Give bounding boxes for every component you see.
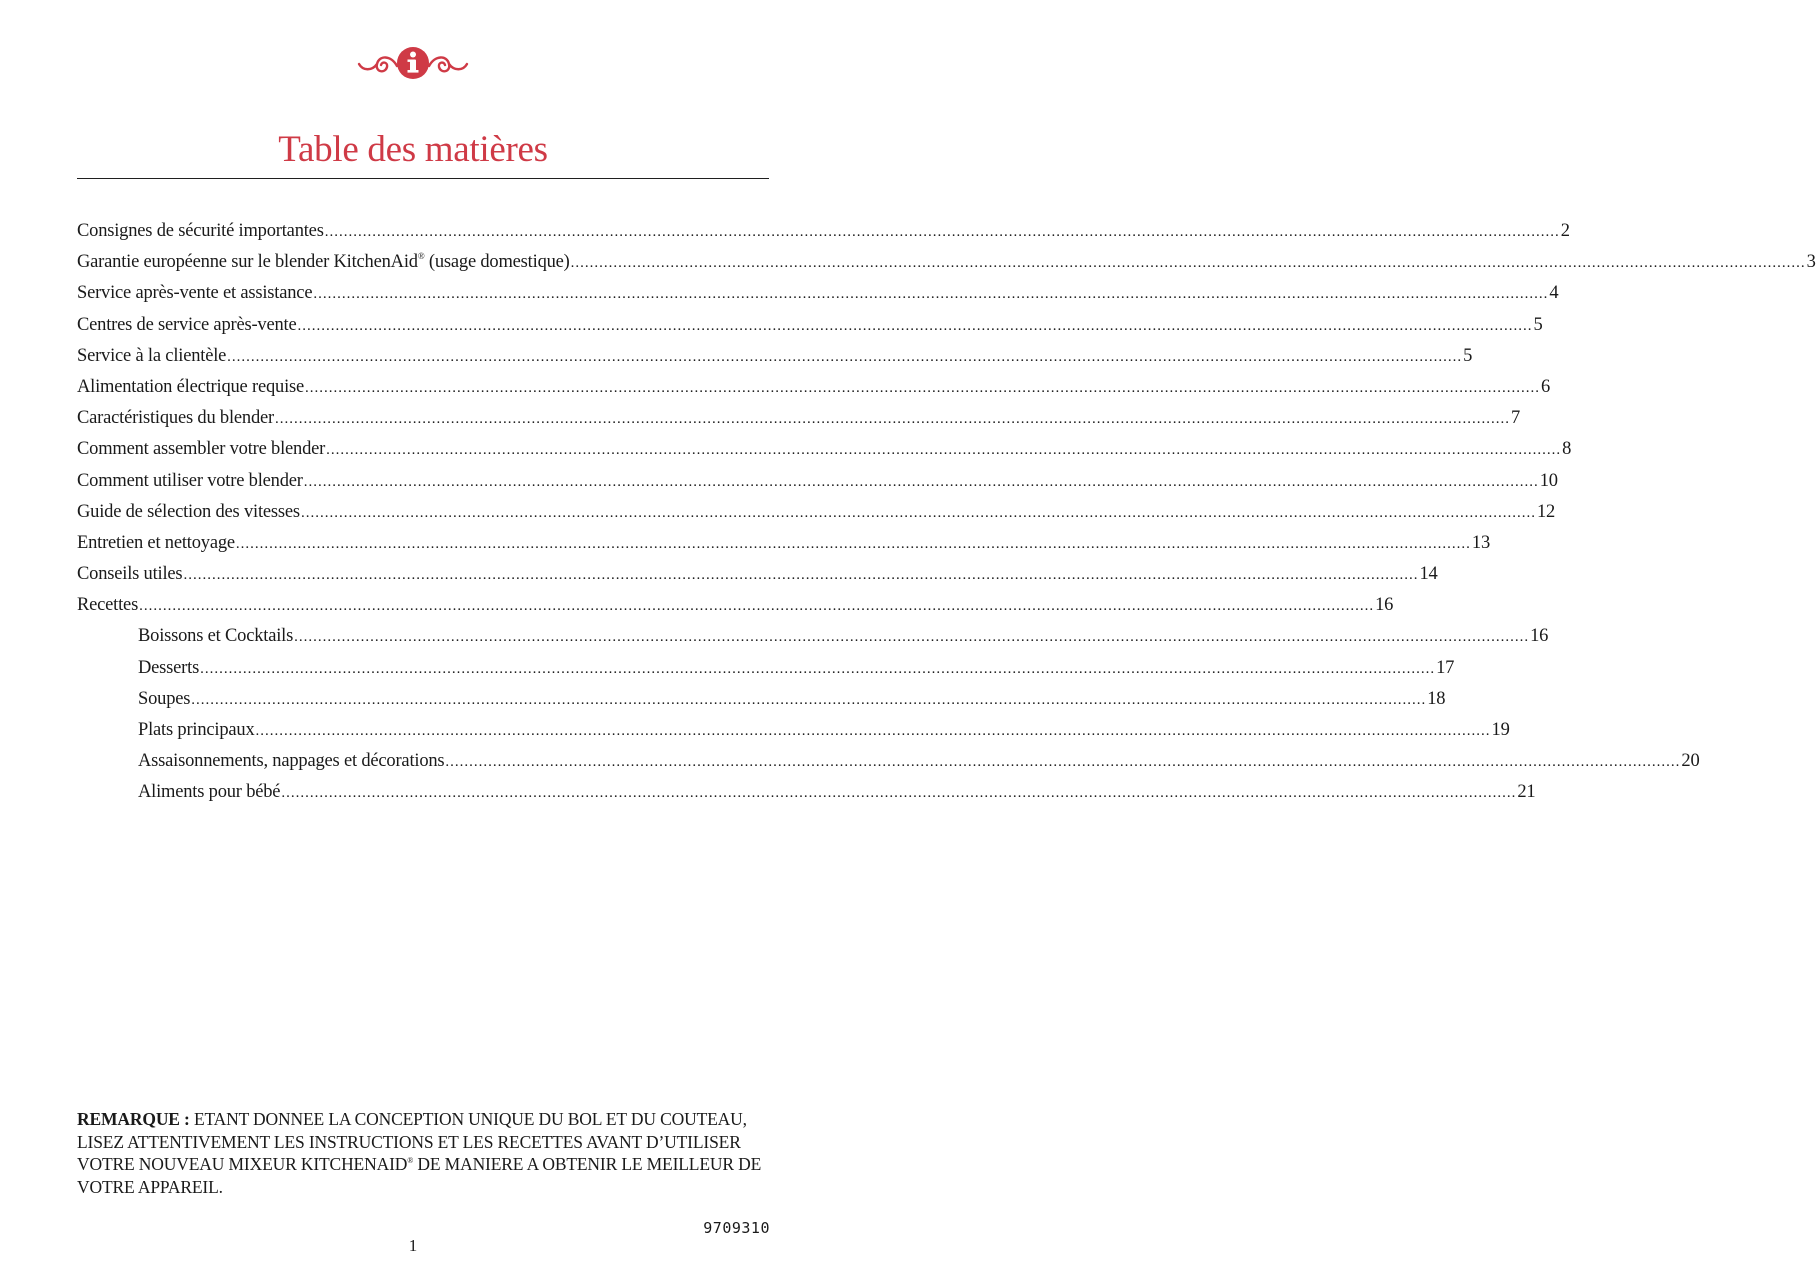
toc-page-number: 21 (1517, 782, 1536, 803)
toc-entry-label (138, 748, 444, 774)
toc-subentry (77, 686, 1446, 717)
title-divider (77, 178, 769, 179)
toc-entry (77, 436, 1572, 467)
toc-entry (77, 249, 1816, 280)
toc-subentry (77, 748, 1700, 779)
toc-entry (77, 312, 1543, 343)
toc-entry-label (77, 468, 303, 494)
dot-leader: .................................................................................................................................................................................................................................................................... (445, 754, 1681, 771)
page-number: 1 (408, 1236, 418, 1255)
dot-leader: .................................................................................................................................................................................................................................................................... (313, 286, 1549, 303)
toc-page-number: 16 (1375, 595, 1394, 616)
dot-leader: .................................................................................................................................................................................................................................................................... (300, 504, 1536, 521)
info-ornament-icon (351, 40, 475, 86)
toc-page-number: 12 (1536, 501, 1556, 522)
registered-mark: ® (407, 1156, 414, 1165)
page-title: Table des matières (278, 129, 548, 170)
toc-entry-title: Caractéristiques du blender (77, 408, 274, 429)
toc-entry-title-suffix: (usage domestique) (424, 252, 570, 273)
toc-page-number: 2 (1560, 221, 1570, 241)
toc-page-number: 3 (1806, 252, 1816, 273)
dot-leader: .................................................................................................................................................................................................................................................................... (305, 379, 1541, 396)
toc-entry-title: Boissons et Cocktails (138, 626, 294, 647)
toc-entry-title: Consignes de sécurité importantes (77, 221, 324, 241)
dot-leader: .................................................................................................................................................................................................................................................................... (297, 317, 1533, 334)
dot-leader: .................................................................................................................................................................................................................................................................... (275, 411, 1510, 428)
toc-entry-label (138, 779, 280, 805)
toc-page-number: 10 (1539, 470, 1558, 491)
toc-subentry (77, 717, 1510, 748)
toc-entry-title: Centres de service après-vente (77, 314, 297, 335)
toc-entry-title: Plats principaux (138, 720, 255, 740)
toc-page-number: 6 (1541, 376, 1551, 397)
dot-leader: .................................................................................................................................................................................................................................................................... (570, 255, 1806, 272)
toc-subentry (77, 655, 1455, 686)
toc-entry-title: Comment assembler votre blender (77, 439, 326, 460)
dot-leader: .................................................................................................................................................................................................................................................................... (303, 473, 1539, 490)
dot-leader: .................................................................................................................................................................................................................................................................... (294, 629, 1530, 646)
toc-entry-title: Comment utiliser votre blender (77, 470, 303, 491)
toc-entry-label (77, 249, 570, 275)
toc-entry-label (138, 686, 190, 712)
dot-leader: .................................................................................................................................................................................................................................................................... (281, 785, 1517, 802)
toc-page-number: 14 (1419, 564, 1438, 585)
toc-entry-label (77, 436, 325, 462)
toc-page-number: 17 (1436, 657, 1455, 678)
toc-entry-title: Assaisonnements, nappages et décorations (138, 751, 445, 772)
toc-entry-label (77, 374, 304, 400)
toc-entry-title: Service à la clientèle (77, 345, 227, 366)
toc-entry-label (77, 218, 324, 244)
remark-text: ETANT DONNEE LA CONCEPTION UNIQUE DU BOL ET DU COUTEAU, LISEZ ATTENTIVEMENT LES INSTRUCTIONS ET LES RECETTES AVANT D’UTILISER VOTRE NOUVEAU MIXEUR KITCHENAID (77, 1109, 747, 1174)
toc-entry-title: Recettes (77, 595, 139, 616)
dot-leader: .................................................................................................................................................................................................................................................................... (255, 723, 1491, 739)
toc-entry-title: Aliments pour bébé (138, 782, 281, 803)
toc-entry-label (77, 405, 274, 431)
toc-entry-title: Conseils utiles (77, 564, 183, 585)
toc-entry-label (138, 623, 293, 649)
toc-entry-title: Desserts (138, 657, 200, 678)
toc-entry-label (77, 343, 226, 369)
toc-entry-title: Service après-vente et assistance (77, 283, 313, 304)
toc-entry-title: Alimentation électrique requise (77, 376, 305, 397)
toc-entry (77, 499, 1556, 530)
toc-entry (77, 468, 1558, 499)
toc-subentry (77, 623, 1549, 654)
toc-entry-label (77, 499, 300, 525)
toc-entry (77, 405, 1521, 436)
toc-page-number: 13 (1471, 532, 1491, 553)
toc-entry (77, 343, 1473, 374)
toc-entry-label (77, 592, 138, 618)
dot-leader: .................................................................................................................................................................................................................................................................... (324, 224, 1560, 240)
remark-label: REMARQUE : (77, 1109, 190, 1129)
toc-entry (77, 280, 1559, 311)
toc-entry (77, 561, 1438, 592)
remark-text-end: DE MANIERE A OBTENIR LE MEILLEUR DE VOTRE APPAREIL. (77, 1154, 762, 1197)
toc-page-number: 7 (1511, 408, 1521, 429)
toc-page-number: 16 (1530, 626, 1549, 647)
dot-leader: .................................................................................................................................................................................................................................................................... (183, 567, 1419, 584)
toc-entry-label (77, 530, 235, 556)
toc-entry-label (77, 312, 297, 338)
toc-entry-title: Entretien et nettoyage (77, 532, 235, 553)
toc-entry (77, 592, 1394, 623)
table-of-contents (77, 218, 1816, 811)
toc-entry-label (138, 655, 199, 681)
toc-page-number: 4 (1549, 283, 1559, 304)
document-code: 9709310 (703, 1219, 770, 1237)
toc-entry-label (138, 717, 255, 743)
toc-entry-title: Soupes (138, 688, 191, 709)
toc-entry (77, 530, 1491, 561)
dot-leader: .................................................................................................................................................................................................................................................................... (227, 348, 1463, 365)
toc-page-number: 8 (1562, 439, 1572, 460)
registered-mark: ® (417, 251, 425, 262)
toc-page-number: 18 (1427, 688, 1446, 709)
toc-subentry (77, 779, 1536, 810)
toc-page-number: 5 (1533, 314, 1543, 335)
toc-entry (77, 374, 1551, 405)
dot-leader: .................................................................................................................................................................................................................................................................... (200, 660, 1436, 677)
toc-page-number: 5 (1463, 345, 1473, 366)
dot-leader: .................................................................................................................................................................................................................................................................... (235, 535, 1471, 552)
dot-leader: .................................................................................................................................................................................................................................................................... (191, 691, 1427, 708)
toc-entry-title: Guide de sélection des vitesses (77, 501, 300, 522)
toc-entry-title: Garantie européenne sur le blender KitchenAid (77, 252, 418, 273)
toc-entry-label (77, 561, 182, 587)
dot-leader: .................................................................................................................................................................................................................................................................... (139, 598, 1375, 615)
header-ornament (0, 40, 826, 86)
remark-note (77, 1108, 767, 1198)
toc-entry-label (77, 280, 312, 306)
toc-page-number: 19 (1491, 720, 1510, 740)
toc-entry (77, 218, 1570, 249)
toc-page-number: 20 (1681, 751, 1700, 772)
dot-leader: .................................................................................................................................................................................................................................................................... (326, 442, 1562, 459)
